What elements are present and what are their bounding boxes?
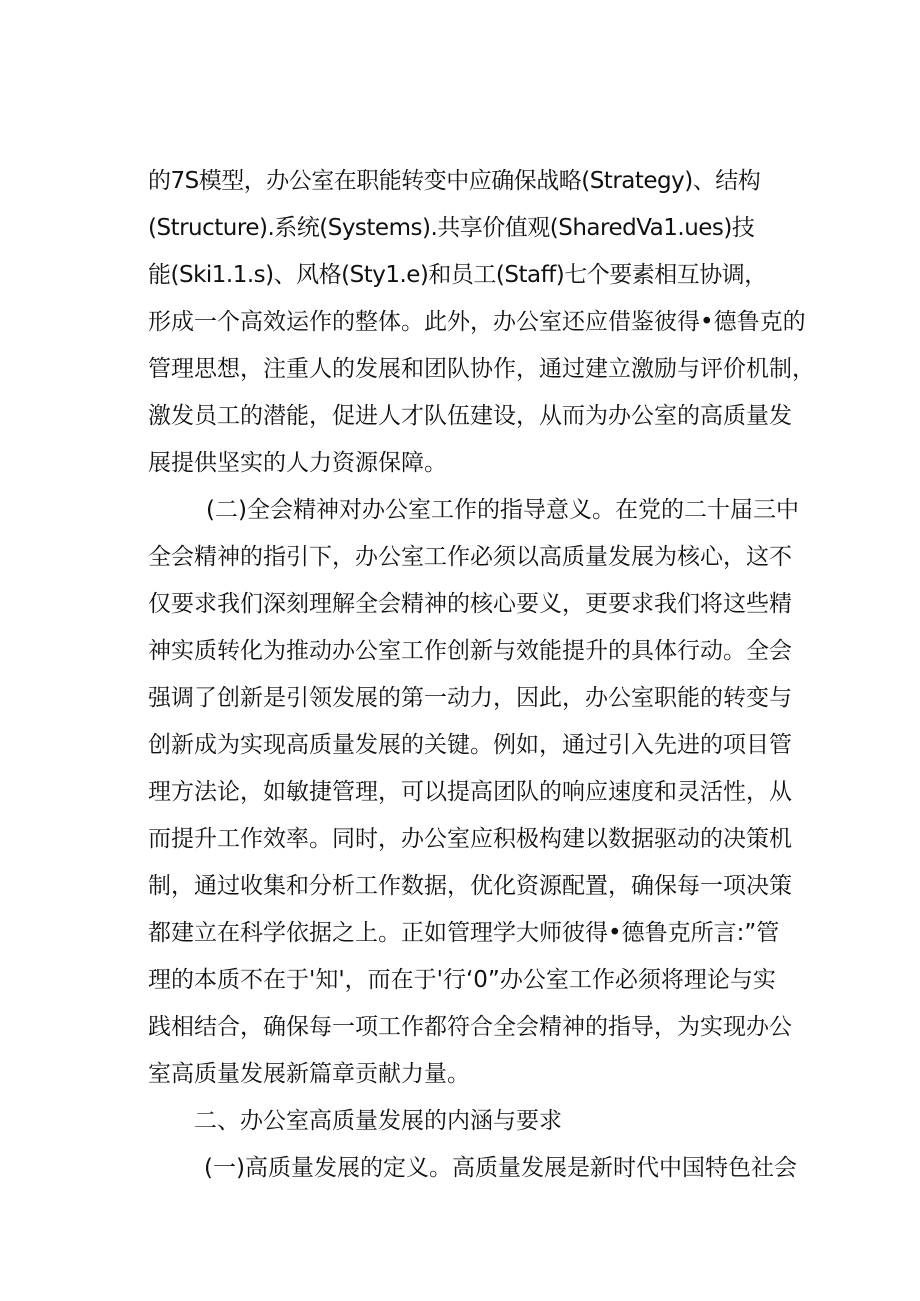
text-line: 激发员工的潜能，促进人才队伍建设，从而为办公室的高质量发 (148, 403, 792, 429)
text-line: 创新成为实现高质量发展的关键。例如，通过引入先进的项目管 (148, 732, 792, 758)
text-line: 能(Ski1.1.s)、风格(Sty1.e)和员工(Staff)七个要素相互协调， (148, 262, 767, 288)
text-line: 理的本质不在于'知'，而在于'行‘0”办公室工作必须将理论与实 (148, 967, 776, 993)
section-heading: 二、办公室高质量发展的内涵与要求 (194, 1108, 562, 1134)
text-line: 而提升工作效率。同时，办公室应积极构建以数据驱动的决策机 (148, 826, 792, 852)
text-line: 管理思想，注重人的发展和团队协作，通过建立激励与评价机制， (148, 356, 815, 382)
text-line: 展提供坚实的人力资源保障。 (148, 450, 447, 476)
paragraph-heading-2: (二)全会精神对办公室工作的指导意义。在党的二十届三中 (206, 497, 799, 523)
text-line: 强调了创新是引领发展的第一动力，因此，办公室职能的转变与 (148, 685, 792, 711)
text-line: 全会精神的指引下，办公室工作必须以高质量发展为核心，这不 (148, 544, 792, 570)
text-line: 践相结合，确保每一项工作都符合全会精神的指导，为实现办公 (148, 1014, 792, 1040)
text-line: 室高质量发展新篇章贡献力量。 (148, 1061, 470, 1087)
text-line: 形成一个高效运作的整体。此外，办公室还应借鉴彼得•德鲁克的 (148, 309, 806, 335)
text-line: 都建立在科学依据之上。正如管理学大师彼得•德鲁克所言:”管 (148, 920, 780, 946)
text-line: 仅要求我们深刻理解全会精神的核心要义，更要求我们将这些精 (148, 591, 792, 617)
text-line: (Structure).系统(Systems).共享价值观(SharedVa1.ues)技 (148, 215, 755, 241)
text-line: 制，通过收集和分析工作数据，优化资源配置，确保每一项决策 (148, 873, 792, 899)
body-text (148, 158, 815, 1192)
text-line: 神实质转化为推动办公室工作创新与效能提升的具体行动。全会 (148, 638, 792, 664)
text-line: 理方法论，如敏捷管理，可以提高团队的响应速度和灵活性，从 (148, 779, 792, 805)
paragraph-heading-1: (一)高质量发展的定义。高质量发展是新时代中国特色社会 (204, 1155, 797, 1181)
text-line: 的7S模型，办公室在职能转变中应确保战略(Strategy)、结构 (148, 168, 761, 194)
